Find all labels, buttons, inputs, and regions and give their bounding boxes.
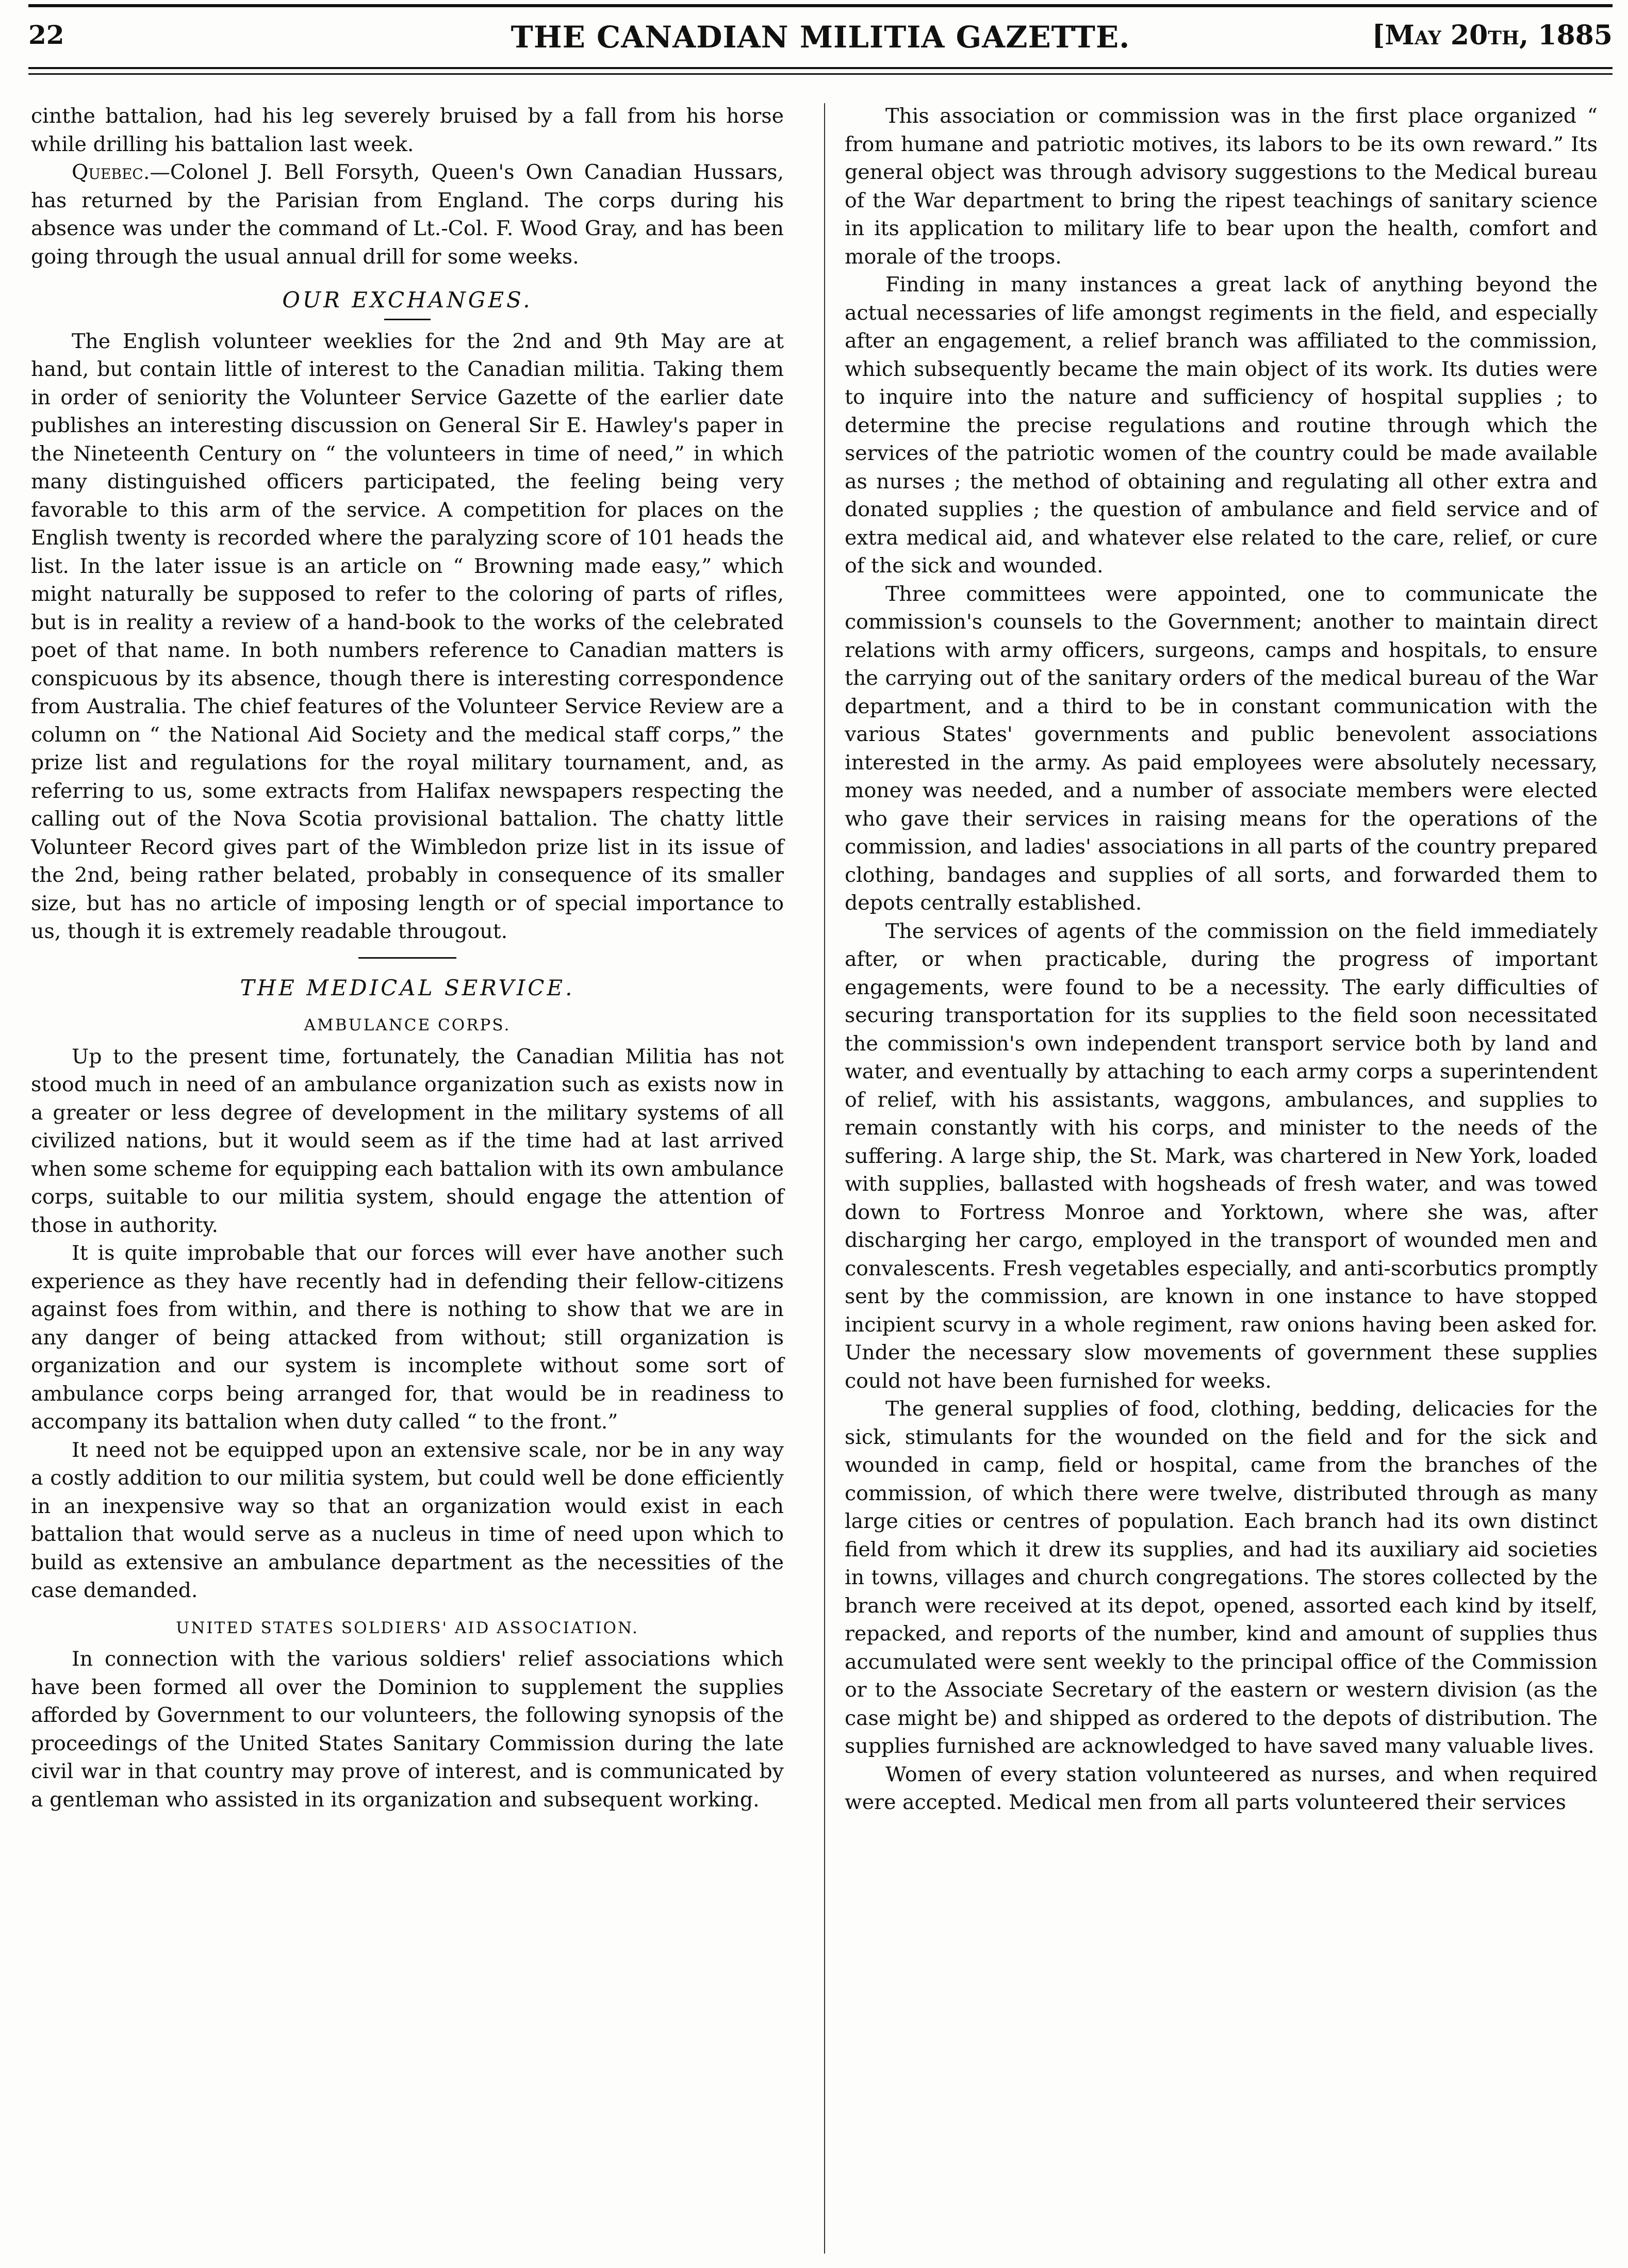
- header-rule-2: [28, 73, 1613, 75]
- paragraph: It need not be equipped upon an extensive scale, nor be in any way a costly addition to our militia system, but could well be done efficiently in an inexpensive way so that an organization would exist in each battalion that would serve as a nucleus in time of need upon which to build as extensive an ambulance department as the necessities of the case demanded.: [31, 1438, 784, 1602]
- section-title-medical: THE MEDICAL SERVICE.: [240, 975, 575, 1000]
- paragraph: This association or commission was in the first place organized “ from humane and patriotic motives, its labors to be its own reward.” Its general object was through advisory suggestions to the Medical bureau of the War department to bring the ripest teachings of sanitary science in its application to military life to bear upon the health, comfort and morale of the troops.: [845, 104, 1598, 269]
- subheading-ambulance: AMBULANCE CORPS.: [304, 1016, 511, 1034]
- place-name: Quebec.: [72, 160, 150, 184]
- column-divider: [824, 103, 825, 2254]
- paragraph: Three committees were appointed, one to communicate the commission's counsels to the Government; another to maintain direct relations with army officers, surgeons, camps and hospitals, to ensure the carrying out of the sanitary orders of the medical bureau of the War department, and a third to be in constant communication with the various States' governments and public benevolent associations interested in the army. As paid employees were absolutely necessary, money was needed, and a number of associate members were elected who gave their services in raising means for the operations of the commission, and ladies' associations in all parts of the country prepared clothing, bandages and supplies of all sorts, and forwarded them to depots centrally established.: [845, 582, 1598, 915]
- paragraph: Up to the present time, fortunately, the Canadian Militia has not stood much in need of an ambulance organization such as exists now in a greater or less degree of development in the military systems of all civilized nations, but it would seem as if the time had at last arrived when some scheme for equipping each battalion with its own ambulance corps, suitable to our militia system, should engage the attention of those in authority.: [31, 1044, 784, 1237]
- top-rule: [28, 4, 1613, 7]
- page-number: 22: [28, 20, 64, 50]
- paragraph: The English volunteer weeklies for the 2nd and 9th May are at hand, but contain little of interest to the Canadian militia. Taking them in order of seniority the Volunteer Service Gazette of the earlier date publishes an interesting discussion on General Sir E. Hawley's paper in the Nineteenth Century on “ the volunteers in time of need,” in which many distinguished officers participated, the feeling being very favorable to this arm of the service. A competition for places on the English twenty is recorded where the paralyzing score of 101 heads the list. In the later issue is an article on “ Browning made easy,” which might naturally be supposed to refer to the coloring of parts of rifles, but is in reality a review of a hand-book to the works of the celebrated poet of that name. In both numbers reference to Canadian matters is conspicuous by its absence, though there is interesting correspondence from Australia. The chief features of the Volunteer Service Review are a column on “ the National Aid Society and the medical staff corps,” the prize list and regulations for the royal military tournament, and, as referring to us, some extracts from Halifax newspapers respecting the calling out of the Nova Scotia provisional battalion. The chatty little Volunteer Record gives part of the Wimbledon prize list in its issue of the 2nd, being rather belated, probably in consequence of its smaller size, but has no article of imposing length or of special importance to us, though it is extremely readable througout.: [31, 329, 784, 943]
- issue-date: [May 20th, 1885: [1372, 20, 1613, 51]
- paragraph: It is quite improbable that our forces will ever have another such experience as they have recently had in defending their fellow-citizens against foes from within, and there is nothing to show that we are in any danger of being attacked from without; still organization is organization and our system is incomplete without some sort of ambulance corps being arranged for, that would be in readiness to accompany its battalion when duty called “ to the front.”: [31, 1241, 784, 1434]
- paragraph: The services of agents of the commission on the field immediately after, or when practicable, during the progress of important engagements, were found to be a necessity. The early difficulties of securing transportation for its supplies to the field soon necessitated the commission's own independent transport service both by land and water, and eventually by attaching to each army corps a superintendent of relief, with his assistants, waggons, ambulances, and supplies to remain constantly with his corps, and minister to the needs of the suffering. A large ship, the St. Mark, was chartered in New York, loaded with supplies, ballasted with hogsheads of fresh water, and was towed down to Fortress Monroe and Yorktown, where she was, after discharging her cargo, employed in the transport of wounded men and convalescents. Fresh vegetables especially, and anti-scorbutics promptly sent by the commission, are known in one instance to have stopped incipient scurvy in a whole regiment, raw onions having been asked for. Under the necessary slow movements of government these supplies could not have been furnished for weeks.: [845, 919, 1598, 1393]
- paragraph: Women of every station volunteered as nurses, and when required were accepted. Medical men from all parts volunteered their services: [845, 1762, 1598, 1814]
- right-column: [845, 102, 1598, 1817]
- header-rule-1: [28, 67, 1613, 69]
- section-end-rule: [358, 957, 456, 959]
- paragraph: In connection with the various soldiers' relief associations which have been formed all over the Dominion to supplement the supplies afforded by Government to our volunteers, the following synopsis of the proceedings of the United States Sanitary Commission during the late civil war in that country may prove of interest, and is communicated by a gentleman who assisted in its organization and subsequent working.: [31, 1647, 784, 1812]
- paragraph: The general supplies of food, clothing, bedding, delicacies for the sick, stimulants for the wounded on the field and for the sick and wounded in camp, field or hospital, came from the branches of the commission, of which there were twelve, distributed through as many large cities or centres of population. Each branch had its own distinct field from which it drew its supplies, and had its auxiliary aid societies in towns, villages and church congregations. The stores collected by the branch were received at its depot, opened, assorted each kind by itself, repacked, and reports of the number, kind and amount of supplies thus accumulated were sent weekly to the principal office of the Commission or to the Associate Secretary of the eastern or western division (as the case might be) and shipped as ordered to the depots of distribution. The supplies furnished are acknowledged to have saved many valuable lives.: [845, 1397, 1598, 1758]
- subheading-soldiers-aid: UNITED STATES SOLDIERS' AID ASSOCIATION.: [176, 1618, 639, 1637]
- newspaper-title: THE CANADIAN MILITIA GAZETTE.: [511, 20, 1130, 55]
- section-rule: [384, 319, 431, 320]
- paragraph: Finding in many instances a great lack of anything beyond the actual necessaries of life amongst regiments in the field, and especially after an engagement, a relief branch was affiliated to the commission, which subsequently became the main object of its work. Its duties were to inquire into the nature and sufficiency of hospital supplies ; to determine the precise regulations and routine through which the services of the patriotic women of the country could be made available as nurses ; the method of obtaining and regulating all other extra and donated supplies ; the question of ambulance and field service and of extra medical aid, and whatever else related to the care, relief, or cure of the sick and wounded.: [845, 273, 1598, 578]
- section-title-exchanges: OUR EXCHANGES.: [282, 287, 533, 313]
- paragraph: Quebec.—Colonel J. Bell Forsyth, Queen's Own Canadian Hussars, has returned by the Parisian from England. The corps during his absence was under the command of Lt.-Col. F. Wood Gray, and has been going through the usual annual drill for some weeks.: [31, 160, 784, 269]
- paragraph: cinthe battalion, had his leg severely bruised by a fall from his horse while drilling his battalion last week.: [31, 104, 784, 156]
- page-header: [28, 20, 1613, 61]
- left-column: [31, 102, 784, 1814]
